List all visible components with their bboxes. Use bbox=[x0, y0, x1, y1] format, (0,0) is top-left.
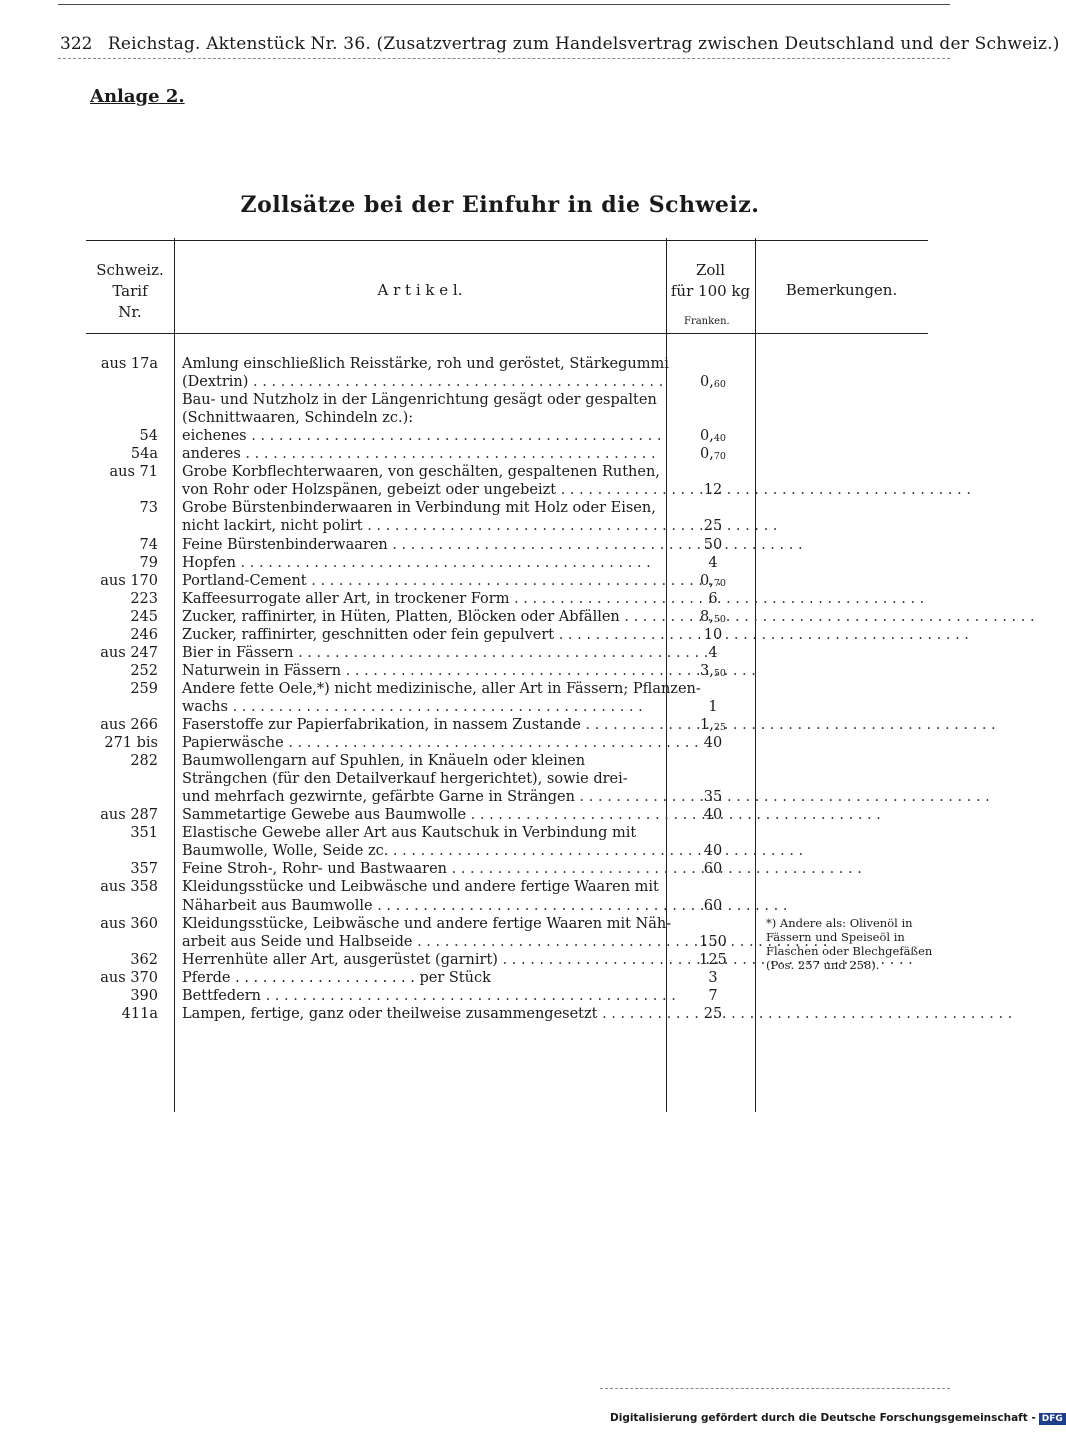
header-zoll bbox=[666, 260, 755, 302]
tarif-cell: 362 bbox=[130, 951, 158, 968]
zoll-cell: $1,_{25}$ bbox=[700, 717, 726, 733]
artikel-cell: von Rohr oder Holzspänen, gebeizt oder ungebeizt . . . bbox=[182, 482, 660, 498]
artikel-cell: Lampen, fertige, ganz oder theilweise zusammengesetzt . . . bbox=[182, 1006, 660, 1022]
top-rule bbox=[58, 4, 950, 5]
tarif-cell: aus 17a bbox=[100, 356, 158, 372]
zoll-cell: 12 bbox=[703, 482, 723, 499]
artikel-cell: Feine Stroh-, Rohr- und Bastwaaren . . . bbox=[182, 861, 660, 877]
column-divider bbox=[174, 238, 175, 1112]
tarif-cell: 259 bbox=[130, 680, 158, 697]
decimal-part: 50 bbox=[713, 667, 726, 679]
anlage-label: Anlage 2. bbox=[90, 86, 185, 107]
tariff-table bbox=[86, 238, 933, 1112]
tarif-cell: 74 bbox=[139, 536, 158, 553]
artikel-cell: (Schnittwaaren, Schindeln zc.): bbox=[182, 410, 414, 427]
tarif-cell: 73 bbox=[139, 500, 158, 517]
zoll-cell: 25 bbox=[703, 1005, 723, 1022]
zoll-cell: 60 bbox=[703, 861, 723, 878]
zoll-cell: $0,_{70}$ bbox=[700, 446, 726, 463]
artikel-cell: Baumwollengarn auf Spuhlen, in Knäueln oder kleinen bbox=[182, 753, 586, 770]
artikel-cell: Grobe Bürstenbinderwaaren in Verbindung mit Holz oder Eisen, bbox=[182, 500, 656, 517]
tarif-cell: 54 bbox=[139, 428, 158, 445]
zoll-cell: 4 bbox=[708, 554, 718, 571]
artikel-cell: anderes . . . bbox=[182, 446, 660, 462]
table-header-rule bbox=[86, 333, 928, 334]
artikel-cell: Kleidungsstücke, Leibwäsche und andere fertige Waaren mit Näh- bbox=[182, 915, 672, 932]
zoll-cell: 40 bbox=[703, 735, 723, 752]
zoll-cell: 35 bbox=[703, 789, 723, 806]
tarif-cell: aus 370 bbox=[100, 969, 158, 986]
header-zoll-line: für 100 kg bbox=[670, 282, 751, 300]
tarif-cell: aus 170 bbox=[100, 572, 158, 589]
artikel-cell: Zucker, raffinirter, in Hüten, Platten, Blöcken oder Abfällen . . . bbox=[182, 609, 660, 625]
tarif-cell: aus 358 bbox=[100, 879, 158, 896]
zoll-cell: 60 bbox=[703, 897, 723, 914]
artikel-cell: Amlung einschließlich Reisstärke, roh und geröstet, Stärkegummi bbox=[182, 356, 669, 372]
header-artikel: A r t i k e l. bbox=[377, 281, 463, 299]
decimal-part: 70 bbox=[713, 451, 726, 463]
artikel-cell: Strängchen (für den Detailverkauf hergerichtet), sowie drei- bbox=[182, 771, 628, 788]
header-rule bbox=[58, 58, 950, 59]
tarif-cell: aus 247 bbox=[100, 644, 158, 661]
zoll-cell: 10 bbox=[703, 626, 723, 643]
zoll-cell: 50 bbox=[703, 536, 723, 553]
zoll-cell: $3,_{50}$ bbox=[700, 662, 726, 679]
zoll-cell: 40 bbox=[703, 843, 723, 860]
tarif-cell: aus 71 bbox=[109, 464, 158, 481]
zoll-cell: 125 bbox=[699, 951, 727, 968]
header-tarif-line: Schweiz. bbox=[96, 261, 164, 279]
header-tarif-line: Tarif bbox=[112, 282, 148, 300]
artikel-cell: nicht lackirt, nicht polirt . . . bbox=[182, 518, 660, 534]
zoll-cell: 7 bbox=[708, 987, 718, 1004]
decimal-part: 25 bbox=[713, 722, 726, 733]
header-text: Reichstag. Aktenstück Nr. 36. (Zusatzvertrag zum Handelsvertrag zwischen Deutschland und der Schweiz.) bbox=[107, 34, 1060, 54]
artikel-cell: arbeit aus Seide und Halbseide . . . bbox=[182, 934, 660, 950]
header-zoll-unit: Franken. bbox=[684, 316, 730, 327]
zoll-cell: 3 bbox=[708, 969, 718, 986]
zoll-cell: $0,_{60}$ bbox=[700, 374, 726, 391]
artikel-cell: Hopfen . . . bbox=[182, 555, 660, 571]
tarif-cell: 79 bbox=[139, 554, 158, 571]
zoll-cell: 1 bbox=[708, 698, 718, 715]
artikel-cell: Pferde . . . . . . . . . . . . . . . . . . . . per Stück bbox=[182, 969, 491, 986]
artikel-cell: Bettfedern . . . bbox=[182, 988, 660, 1004]
header-tarif-line: Nr. bbox=[118, 303, 142, 321]
artikel-cell: Herrenhüte aller Art, ausgerüstet (garnirt) . . . bbox=[182, 952, 660, 968]
zoll-cell: 25 bbox=[703, 518, 723, 535]
tarif-cell: 245 bbox=[130, 608, 158, 625]
zoll-cell: $0,_{40}$ bbox=[700, 428, 726, 445]
artikel-cell: eichenes . . . bbox=[182, 428, 660, 444]
decimal-part: 60 bbox=[713, 379, 726, 391]
tarif-cell: 271 bis bbox=[104, 735, 158, 752]
artikel-cell: Zucker, raffinirter, geschnitten oder fein gepulvert . . . bbox=[182, 627, 660, 643]
tarif-cell: aus 360 bbox=[100, 915, 158, 932]
tarif-cell: 223 bbox=[130, 590, 158, 607]
zoll-cell: 150 bbox=[699, 933, 727, 950]
zoll-cell: 4 bbox=[708, 644, 718, 661]
artikel-cell: wachs . . . bbox=[182, 699, 660, 715]
zoll-cell: $0,_{70}$ bbox=[700, 572, 726, 589]
artikel-cell: Bau- und Nutzholz in der Längenrichtung gesägt oder gespalten bbox=[182, 392, 657, 409]
tarif-cell: 54a bbox=[130, 446, 158, 463]
tarif-cell: 351 bbox=[130, 825, 158, 842]
artikel-cell: Kaffeesurrogate aller Art, in trockener Form . . . bbox=[182, 591, 660, 607]
footer bbox=[610, 1412, 1066, 1425]
artikel-cell: (Dextrin) . . . bbox=[182, 374, 660, 390]
artikel-cell: Bier in Fässern . . . bbox=[182, 645, 660, 661]
tarif-cell: 411a bbox=[121, 1005, 158, 1022]
artikel-cell: Grobe Korbflechterwaaren, von geschälten, gespaltenen Ruthen, bbox=[182, 464, 660, 481]
artikel-cell: Näharbeit aus Baumwolle . . . bbox=[182, 898, 660, 914]
dfg-logo: DFG bbox=[1039, 1413, 1066, 1425]
zoll-cell: 6 bbox=[708, 590, 718, 607]
artikel-cell: Andere fette Oele,*) nicht medizinische, aller Art in Fässern; Pflanzen- bbox=[182, 680, 701, 697]
header-bemerkungen: Bemerkungen. bbox=[785, 281, 898, 299]
tarif-cell: 390 bbox=[130, 987, 158, 1004]
tarif-cell: aus 287 bbox=[100, 807, 158, 824]
header-tarif bbox=[86, 260, 174, 323]
zoll-cell: $8,_{50}$ bbox=[700, 608, 726, 625]
tarif-cell: 357 bbox=[130, 861, 158, 878]
artikel-cell: Elastische Gewebe aller Art aus Kautschuk in Verbindung mit bbox=[182, 825, 637, 842]
artikel-cell: Kleidungsstücke und Leibwäsche und andere fertige Waaren mit bbox=[182, 879, 659, 896]
bottom-rule bbox=[600, 1388, 950, 1389]
page-title: Zollsätze bei der Einfuhr in die Schweiz. bbox=[240, 192, 760, 218]
tarif-cell: 246 bbox=[130, 626, 158, 643]
table-top-rule bbox=[86, 240, 928, 241]
artikel-cell: Portland-Cement . . . bbox=[182, 573, 660, 589]
header-zoll-line: Zoll bbox=[695, 261, 726, 279]
artikel-cell: und mehrfach gezwirnte, gefärbte Garne in Strängen . . . bbox=[182, 789, 660, 805]
decimal-part: 70 bbox=[713, 577, 726, 589]
artikel-cell: Papierwäsche . . . bbox=[182, 735, 660, 751]
artikel-cell: Sammetartige Gewebe aus Baumwolle . . . bbox=[182, 807, 660, 823]
tarif-cell: 282 bbox=[130, 753, 158, 770]
tarif-cell: aus 266 bbox=[100, 717, 158, 733]
footer-text: Digitalisierung gefördert durch die Deutsche Forschungsgemeinschaft - bbox=[610, 1412, 1036, 1424]
footnote: *) Andere als: Olivenöl in Fässern und Speiseöl in Flaschen oder Blechgefäßen (Pos. 257 und 258). bbox=[766, 916, 933, 972]
tarif-cell: 252 bbox=[130, 662, 158, 679]
artikel-cell: Feine Bürstenbinderwaaren . . . bbox=[182, 537, 660, 553]
decimal-part: 40 bbox=[713, 433, 726, 445]
page-header bbox=[60, 34, 1060, 54]
page-number: 322 bbox=[60, 34, 93, 54]
artikel-cell: Faserstoffe zur Papierfabrikation, in nassem Zustande . . . bbox=[182, 717, 660, 733]
artikel-cell: Naturwein in Fässern . . . bbox=[182, 663, 660, 679]
zoll-cell: 40 bbox=[703, 807, 723, 824]
artikel-cell: Baumwolle, Wolle, Seide zc. . . . bbox=[182, 843, 660, 859]
decimal-part: 50 bbox=[713, 613, 726, 625]
